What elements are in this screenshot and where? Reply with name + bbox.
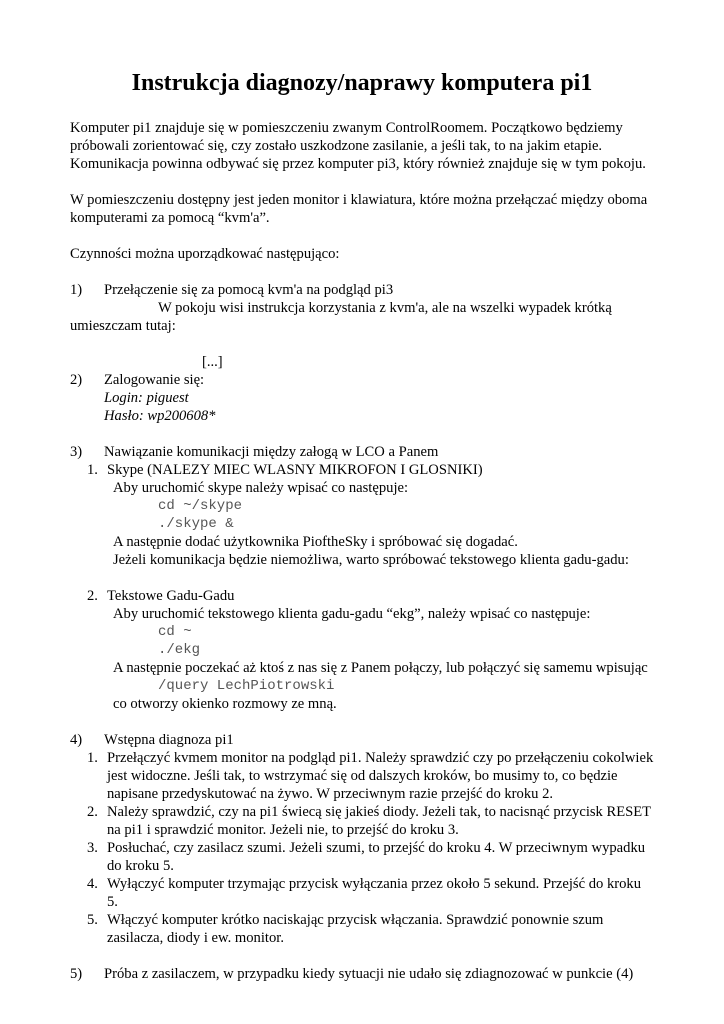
section-5 xyxy=(70,965,654,983)
step-text: Wyłączyć komputer trzymając przycisk wyłączania przez około 5 sekund. Przejść do kroku 5. xyxy=(107,876,642,910)
gg-code-2: ./ekg xyxy=(158,642,201,658)
gg-number: 2. xyxy=(87,588,98,604)
section-1 xyxy=(70,281,654,371)
section-1-title: Przełączenie się za pomocą kvm'a na podgląd pi3 xyxy=(104,282,394,298)
section-1-number: 1) xyxy=(70,282,83,298)
section-4-title: Wstępna diagnoza pi1 xyxy=(104,732,234,748)
section-4 xyxy=(70,731,654,947)
intro-paragraph-2: W pomieszczeniu dostępny jest jeden monitor i klawiatura, które można przełączać między oboma komputerami za pomocą “kvm'a”. xyxy=(70,192,648,226)
gg-code-1: cd ~ xyxy=(158,624,192,640)
gg-title: Tekstowe Gadu-Gadu xyxy=(107,588,235,604)
skype-line-3: Jeżeli komunikacja będzie niemożliwa, warto spróbować tekstowego klienta gadu-gadu: xyxy=(113,552,629,568)
gg-item xyxy=(70,587,654,605)
section-1-text: W pokoju wisi instrukcja korzystania z kvm'a, ale na wszelki wypadek krótką xyxy=(158,300,612,316)
gg-line-2: A następnie poczekać aż ktoś z nas się z Panem połączy, lub połączyć się samemu wpisując xyxy=(113,660,648,676)
diagnosis-step xyxy=(87,875,654,911)
step-number: 5. xyxy=(87,912,98,928)
step-number: 3. xyxy=(87,840,98,856)
intro-paragraph-1: Komputer pi1 znajduje się w pomieszczeniu zwanym ControlRoomem. Początkowo będziemy próbowali zorientować się, czy zostało uszkodzone zasilanie, a jeśli tak, to na jakim etapie. Komunikacja powinna odbywać się przez komputer pi3, który również znajduje się w tym pokoju. xyxy=(70,120,646,172)
section-2-title: Zalogowanie się: xyxy=(104,372,205,388)
diagnosis-step xyxy=(87,839,654,875)
step-text: Posłuchać, czy zasilacz szumi. Jeżeli szumi, to przejść do kroku 4. W przeciwnym wypadku do kroku 5. xyxy=(107,840,646,874)
section-5-number: 5) xyxy=(70,966,83,982)
diagnosis-steps xyxy=(70,749,654,947)
step-number: 4. xyxy=(87,876,98,892)
section-2-number: 2) xyxy=(70,372,83,388)
diagnosis-step xyxy=(87,803,654,839)
intro-paragraph-3: Czynności można uporządkować następująco: xyxy=(70,246,340,262)
gg-line-3: co otworzy okienko rozmowy ze mną. xyxy=(113,696,337,712)
skype-item xyxy=(70,461,654,479)
skype-code-1: cd ~/skype xyxy=(158,498,243,514)
step-number: 2. xyxy=(87,804,98,820)
step-text: Włączyć komputer krótko naciskając przycisk włączania. Sprawdzić ponownie szum zasilacza, diody i ew. monitor. xyxy=(107,912,604,946)
login-line: Login: piguest xyxy=(104,390,189,406)
skype-line-2: A następnie dodać użytkownika PioftheSky i spróbować się dogadać. xyxy=(113,534,518,550)
diagnosis-step xyxy=(87,911,654,947)
section-4-number: 4) xyxy=(70,732,83,748)
skype-line-1: Aby uruchomić skype należy wpisać co następuje: xyxy=(113,480,409,496)
diagnosis-step xyxy=(87,749,654,803)
skype-code-2: ./skype & xyxy=(158,516,234,532)
step-number: 1. xyxy=(87,750,98,766)
gg-code-3: /query LechPiotrowski xyxy=(158,678,335,694)
section-5-title: Próba z zasilaczem, w przypadku kiedy sytuacji nie udało się zdiagnozować w punkcie (4) xyxy=(104,966,634,982)
document-title: Instrukcja diagnozy/naprawy komputera pi1 xyxy=(131,70,593,96)
password-line: Hasło: wp200608* xyxy=(104,408,216,424)
section-3-title: Nawiązanie komunikacji między załogą w LCO a Panem xyxy=(104,444,439,460)
skype-title: Skype (NALEZY MIEC WLASNY MIKROFON I GLOSNIKI) xyxy=(107,462,483,478)
skype-number: 1. xyxy=(87,462,98,478)
section-1-ellipsis: [...] xyxy=(202,354,223,370)
section-3-number: 3) xyxy=(70,444,83,460)
step-text: Należy sprawdzić, czy na pi1 świecą się jakieś diody. Jeżeli tak, to nacisnąć przycisk RESET na pi1 i sprawdzić monitor. Jeżeli nie, to przejść do kroku 3. xyxy=(107,804,651,838)
step-text: Przełączyć kvmem monitor na podgląd pi1. Należy sprawdzić czy po przełączeniu cokolwiek jest widoczne. Jeśli tak, to wstrzymać się od dalszych kroków, bo musimy to, co będzie napisane przedyskutować na żywo. W przeciwnym razie przejść do kroku 2. xyxy=(107,750,654,802)
section-2 xyxy=(70,371,654,425)
gg-line-1: Aby uruchomić tekstowego klienta gadu-gadu “ekg”, należy wpisać co następuje: xyxy=(113,606,591,622)
section-3 xyxy=(70,443,654,713)
section-1-text-2: umieszczam tutaj: xyxy=(70,318,176,334)
